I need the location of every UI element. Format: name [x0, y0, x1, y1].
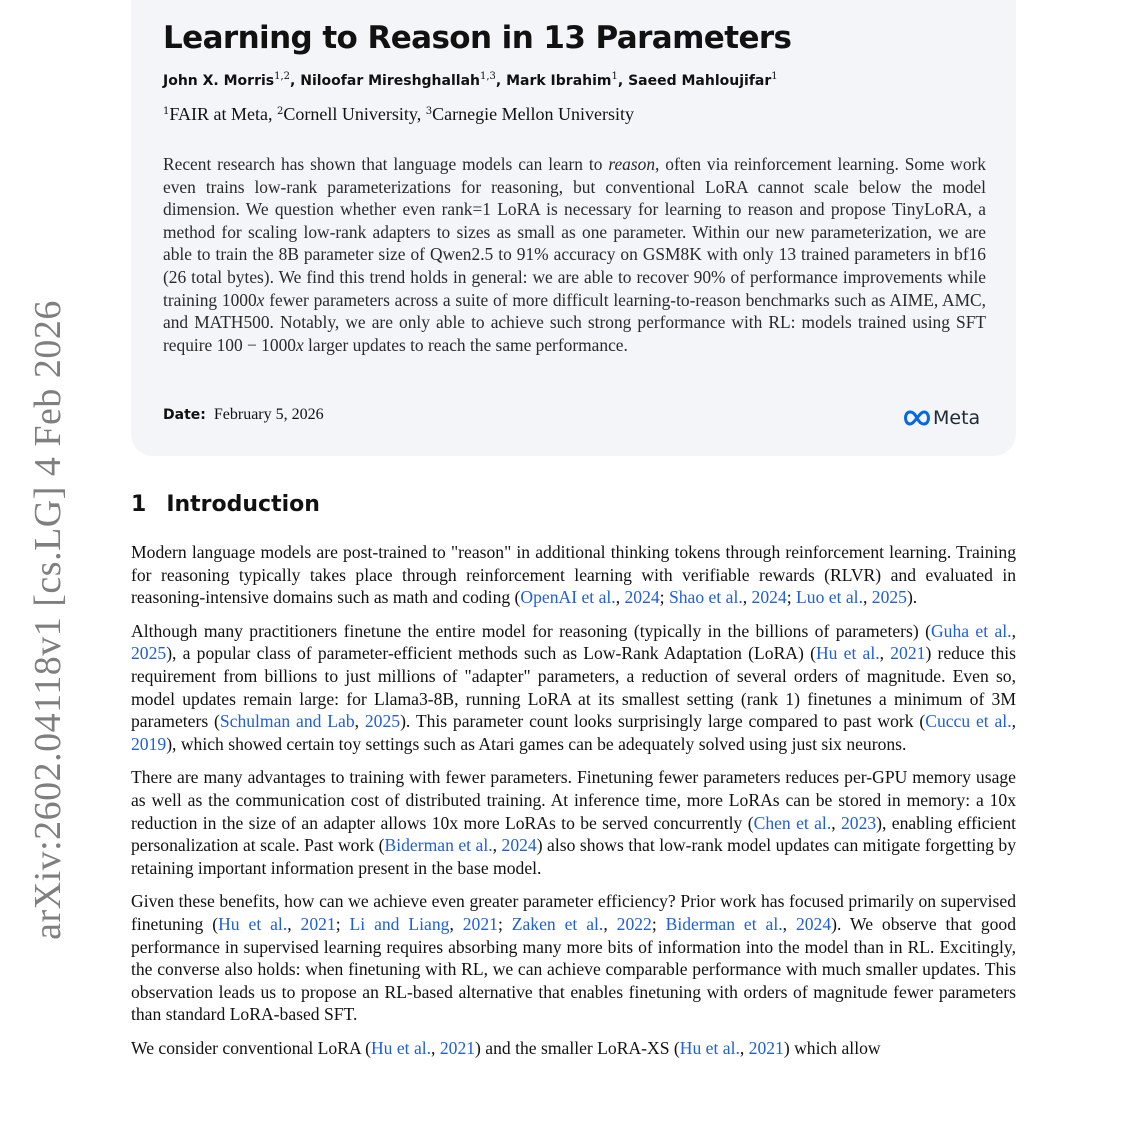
citation-link[interactable]: 2023	[840, 812, 877, 833]
abstract-text: fewer parameters across a suite of more difficult learning-to-reason benchmarks such as AIME, AMC, and MATH500. Notably, we are only able to achieve such strong performance with RL: models trained using SFT require 100 − 1000	[163, 289, 986, 355]
citation-link[interactable]: 2019	[131, 733, 167, 754]
citation-link[interactable]: Hu et al.	[370, 1037, 432, 1058]
separator: ,	[782, 913, 796, 934]
section-number: 1	[131, 492, 147, 517]
paragraph	[131, 620, 1016, 756]
citation-link[interactable]: Chen et al.	[753, 812, 832, 833]
citation-link[interactable]: Hu et al.	[815, 643, 880, 664]
separator: ,	[431, 1037, 440, 1058]
citation-link[interactable]: 2021	[300, 913, 336, 934]
paragraph-text: ).	[906, 587, 918, 608]
affil-sup: 2	[277, 106, 284, 117]
paragraph-text: ), which showed certain toy settings such as Atari games can be adequately solved using just six neurons.	[166, 733, 907, 754]
separator: ,	[449, 913, 463, 934]
paragraph-text: ), enabling efficient personalization at scale. Past work (	[131, 812, 1017, 856]
abstract-text: Recent research has shown that language models can learn to	[163, 154, 609, 174]
citation-link[interactable]: Shao et al.	[668, 587, 743, 608]
citation-link[interactable]: 2024	[501, 835, 537, 856]
paragraph-text: ), a popular class of parameter-efficient methods such as Low-Rank Adaptation (LoRA) (	[166, 643, 816, 664]
author-affil-sup: 1	[771, 71, 778, 82]
author-affil-sup: 1,2	[274, 71, 291, 82]
citation-link[interactable]: OpenAI et al.	[520, 587, 616, 608]
separator: ;	[497, 913, 512, 934]
separator: ;	[786, 587, 797, 608]
affiliation: Cornell University	[283, 104, 417, 124]
separator: ;	[659, 587, 669, 608]
date-label: Date:	[163, 407, 206, 423]
abstract-text: larger updates to reach the same performance.	[303, 334, 628, 355]
citation-link[interactable]: Biderman et al.	[384, 835, 493, 856]
section-title: Introduction	[166, 492, 320, 517]
citation-link[interactable]: 2024	[795, 913, 832, 934]
separator: ,	[862, 587, 872, 608]
citation-link[interactable]: 2021	[439, 1037, 476, 1058]
citation-link[interactable]: 2024	[751, 587, 787, 608]
separator: ,	[1011, 620, 1016, 641]
separator: ,	[603, 913, 617, 934]
paragraph	[131, 890, 1016, 1026]
author-name: John X. Morris	[163, 73, 275, 89]
citation-link[interactable]: 2021	[748, 1037, 784, 1058]
section-heading	[131, 492, 320, 517]
citation-link[interactable]: Schulman and Lab	[219, 711, 355, 732]
paper-title: Learning to Reason in 13 Parameters	[163, 20, 792, 56]
citation-link[interactable]: Li and Liang	[349, 913, 450, 934]
separator: ,	[354, 711, 365, 732]
citation-link[interactable]: Cuccu et al.	[925, 711, 1012, 732]
citation-link[interactable]: Guha et al.	[930, 620, 1012, 641]
separator: ,	[615, 587, 625, 608]
citation-link[interactable]: Biderman et al.	[665, 913, 783, 934]
citation-link[interactable]: 2024	[624, 587, 660, 608]
date-row	[163, 406, 324, 424]
separator: ,	[287, 913, 301, 934]
abstract-emphasis: reason	[608, 154, 656, 174]
paragraph-text: Given these benefits, how can we achieve even greater parameter efficiency? Prior work has focused primarily on supervised finetuning (	[131, 891, 1016, 934]
separator: ,	[492, 835, 502, 856]
affiliation-list: $^1$FAIR at Meta, $^2$Cornell University, $^3$Carnegie Mellon University	[163, 104, 635, 124]
date-value: February 5, 2026	[213, 406, 324, 423]
paragraph-text: ) reduce this requirement from billions to just millions of "adapter" parameters, a reduction of several orders of magnitude. Even so, model updates remain large: for Llama3-8B, running LoRA at its smallest setting (rank 1) finetunes a minimum of 3M parameters (	[131, 643, 1016, 732]
affiliation: FAIR at Meta	[169, 104, 269, 124]
paragraph	[131, 541, 1016, 609]
separator: ;	[335, 913, 350, 934]
paragraph-text: ) and the smaller LoRA-XS (	[475, 1037, 680, 1058]
paragraph	[131, 1037, 1016, 1060]
separator: ,	[742, 587, 752, 608]
author-name: Saeed Mahloujifar	[628, 73, 772, 89]
meta-logo	[904, 406, 980, 430]
paragraph-text: ) also shows that low-rank model updates can mitigate forgetting by retaining important information present in the base model.	[131, 835, 1017, 878]
section-body	[131, 541, 1016, 1070]
meta-infinity-icon	[904, 410, 930, 426]
citation-link[interactable]: Luo et al.	[796, 587, 863, 608]
citation-link[interactable]: Hu et al.	[679, 1037, 740, 1058]
author-affil-sup: 1,3	[479, 71, 496, 82]
separator: ,	[1011, 711, 1016, 732]
separator: ,	[739, 1037, 749, 1058]
separator: ;	[651, 913, 666, 934]
citation-link[interactable]: 2021	[890, 643, 926, 664]
paragraph-text: Modern language models are post-trained to "reason" in additional thinking tokens through reinforcement learning. Training for reasoning typically takes place through reinforcement learning with verifiable rewards (RLVR) and evaluated in reasoning-intensive domains such as math and coding (	[131, 542, 1016, 608]
paragraph-text: ). This parameter count looks surprisingly large compared to past work (	[400, 711, 926, 732]
citation-link[interactable]: 2022	[616, 913, 652, 934]
affiliation: Carnegie Mellon University	[432, 104, 635, 124]
arxiv-identifier: arXiv:2602.04118v1 [cs.LG] 4 Feb 2026	[27, 300, 69, 940]
paragraph-text: ) which allow	[783, 1037, 881, 1058]
citation-link[interactable]: 2025	[871, 587, 907, 608]
abstract	[163, 153, 986, 356]
separator: ,	[879, 643, 891, 664]
author-list: John X. Morris$^{1,2}$, Niloofar Mireshghallah$^{1,3}$, Mark Ibrahim$^1$, Saeed Mahloujifar$^1$	[163, 71, 778, 89]
citation-link[interactable]: 2021	[462, 913, 498, 934]
paragraph-text: There are many advantages to training with fewer parameters. Finetuning fewer parameters reduces per-GPU memory usage as well as the communication cost of distributed training. At inference time, more LoRAs can be stored in memory: a 10x reduction in the size of an adapter allows 10x more LoRAs to be served concurrently (	[131, 767, 1016, 833]
author-name: Niloofar Mireshghallah	[300, 73, 480, 89]
citation-link[interactable]: Zaken et al.	[511, 913, 604, 934]
paragraph-text: Although many practitioners finetune the entire model for reasoning (typically in the billions of parameters) (	[131, 620, 931, 641]
abstract-math: x	[295, 334, 304, 355]
abstract-text: , often via reinforcement learning. Some work even trains low-rank parameterizations for reasoning, but conventional LoRA cannot scale below the model dimension. We question whether even rank=1 LoRA is necessary for learning to reason and propose TinyLoRA, a method for scaling low-rank adapters to sizes as small as one parameter. Within our new parameterization, we are able to train the 8B parameter size of Qwen2.5 to 91% accuracy on GSM8K with only 13 trained parameters in bf16 (26 total bytes). We find this trend holds in general: we are able to recover 90% of performance improvements while training 1000	[163, 154, 986, 310]
affil-sup: 1	[163, 106, 170, 117]
meta-logo-text: Meta	[933, 407, 981, 429]
paragraph	[131, 766, 1016, 879]
citation-link[interactable]: 2025	[131, 643, 167, 664]
affil-sup: 3	[425, 106, 433, 117]
citation-link[interactable]: Hu et al.	[218, 913, 288, 934]
abstract-math: x	[256, 289, 265, 310]
separator: ,	[831, 812, 841, 833]
author-name: Mark Ibrahim	[506, 73, 612, 89]
paragraph-text: We consider conventional LoRA (	[131, 1037, 371, 1058]
author-affil-sup: 1	[611, 71, 618, 82]
citation-link[interactable]: 2025	[364, 711, 401, 732]
paragraph-text: ). We observe that good performance in supervised learning requires absorbing many more bits of information into the model than in RL. Excitingly, the converse also holds: when finetuning with RL, we can achieve comparable performance with much smaller updates. This observation leads us to propose an RL-based alternative that enables finetuning with orders of magnitude fewer parameters than standard LoRA-based SFT.	[131, 913, 1017, 1025]
